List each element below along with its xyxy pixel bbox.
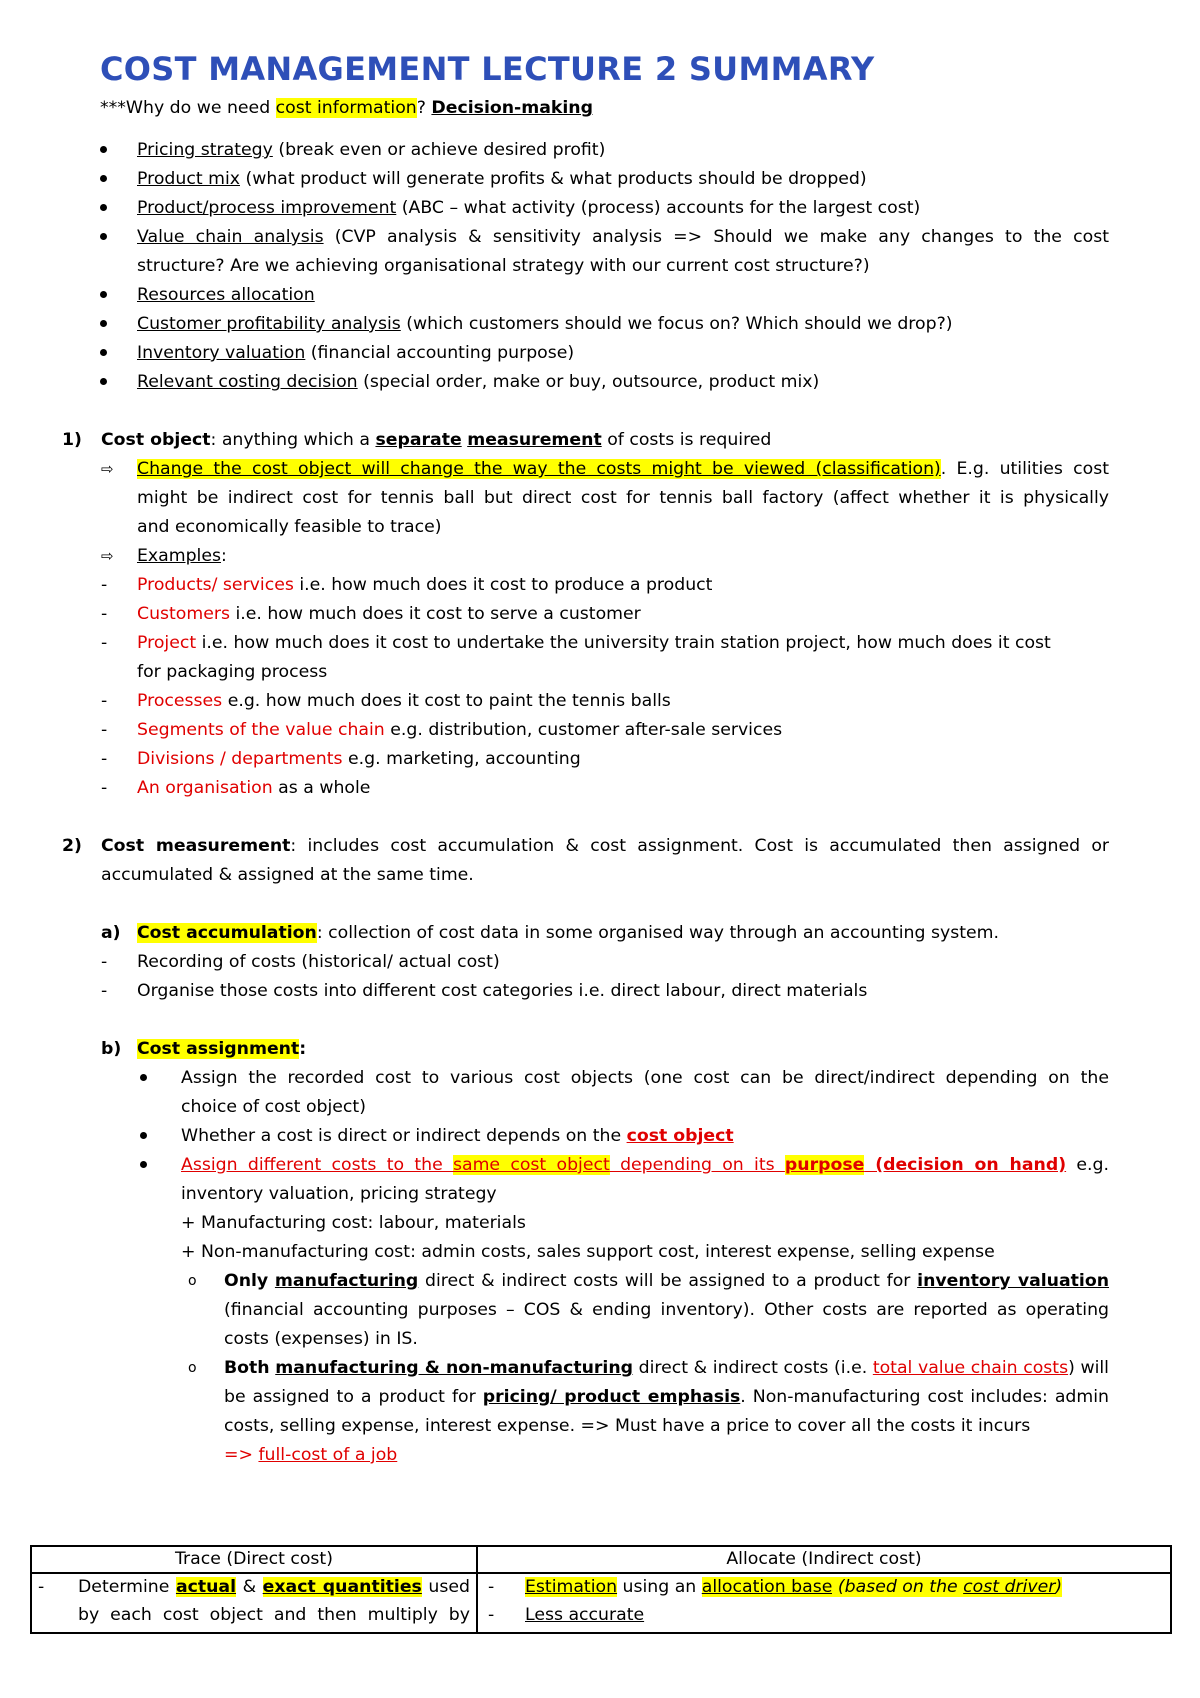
example-item — [137, 632, 1051, 654]
intro-question — [100, 97, 593, 119]
sub-item — [224, 1357, 1109, 1379]
bullet-icon — [100, 291, 107, 298]
note-line: and economically feasible to trace) — [137, 517, 442, 537]
sub-item-red-link: full-cost of a job — [258, 1445, 398, 1465]
example-text: e.g. marketing, accounting — [342, 749, 581, 769]
example-text: i.e. how much does it cost to undertake the university train station project, how much does it cost — [196, 633, 1051, 653]
cell-text: & — [236, 1577, 263, 1597]
def-text: : collection of cost data in some organised way through an accounting system. — [316, 923, 999, 943]
example-item — [137, 777, 370, 799]
cell-italic-underline: cost driver — [963, 1577, 1056, 1597]
item-highlight: same cost object — [453, 1155, 610, 1175]
table-row — [31, 1573, 1171, 1633]
list-item-term: Product/process improvement — [137, 198, 397, 218]
intro-highlight: cost information — [275, 98, 417, 118]
list-item — [137, 284, 315, 306]
example-term: Customers — [137, 604, 230, 624]
list-item: Recording of costs (historical/ actual cost) — [137, 952, 500, 972]
cell-text: using an — [617, 1577, 702, 1597]
cell-highlight: actual — [175, 1577, 237, 1597]
def-emphasis: measurement — [467, 430, 602, 450]
cell-italic-note — [832, 1577, 1062, 1597]
cell-italic-text: (based on the — [832, 1577, 964, 1597]
sub-item-text: be assigned to a product for — [224, 1387, 483, 1407]
item-emphasis: cost object — [626, 1126, 734, 1146]
bullet-icon — [100, 175, 107, 182]
list-item-term: Product mix — [137, 169, 240, 189]
list-item — [137, 168, 867, 190]
dash-icon: - — [488, 1605, 495, 1625]
example-text: i.e. how much does it cost to produce a product — [293, 575, 713, 595]
example-text: e.g. distribution, customer after-sale services — [384, 720, 783, 740]
dash-icon: - — [38, 1577, 45, 1597]
sub-item-text: direct & indirect costs (i.e. — [633, 1358, 873, 1378]
list-item — [181, 1154, 1109, 1176]
sub-item-continuation — [224, 1444, 397, 1466]
example-item — [137, 690, 671, 712]
list-item — [137, 226, 1109, 248]
bullet-icon — [100, 378, 107, 385]
bullet-icon — [100, 146, 107, 153]
table-header-trace: Trace (Direct cost) — [31, 1546, 477, 1573]
sub-item-emphasis: inventory valuation — [917, 1271, 1109, 1291]
bullet-icon — [140, 1132, 147, 1139]
list-item-desc: (financial accounting purpose) — [305, 343, 575, 363]
list-item-continuation: structure? Are we achieving organisational strategy with our current cost structure?) — [137, 256, 870, 276]
list-item-continuation: inventory valuation, pricing strategy — [181, 1184, 497, 1204]
sub-item-emphasis: pricing/ product emphasis — [482, 1387, 741, 1407]
example-item — [137, 574, 712, 596]
list-item — [137, 197, 920, 219]
subsection-label: b) — [101, 1039, 122, 1059]
table-cell-trace — [31, 1573, 477, 1633]
cell-highlight: exact quantities — [262, 1577, 422, 1597]
list-item — [137, 371, 819, 393]
sub-item-continuation — [224, 1386, 1109, 1408]
sub-item — [224, 1270, 1109, 1292]
example-item — [137, 719, 782, 741]
subsection-label: a) — [101, 923, 121, 943]
list-item-desc: (what product will generate profits & what products should be dropped) — [239, 169, 867, 189]
table-cell-allocate — [477, 1573, 1171, 1633]
note-line — [137, 458, 1109, 480]
table-header-allocate: Allocate (Indirect cost) — [477, 1546, 1171, 1573]
subsection-definition — [137, 1038, 306, 1060]
table-header-row — [31, 1546, 1171, 1573]
list-item-desc: (which customers should we focus on? Which should we drop?) — [400, 314, 953, 334]
sub-item-bold: Both — [224, 1358, 270, 1378]
list-item — [181, 1125, 734, 1147]
cell-highlight: allocation base — [701, 1577, 833, 1597]
sub-item-continuation: costs (expenses) in IS. — [224, 1329, 418, 1349]
dash-icon: - — [101, 720, 108, 740]
arrow-icon: ⇨ — [101, 460, 114, 478]
examples-colon: : — [220, 546, 227, 566]
def-text: : includes cost accumulation & cost assignment. Cost is accumulated then assigned or — [290, 836, 1109, 856]
list-item-term: Resources allocation — [137, 285, 315, 305]
trace-allocate-table — [30, 1545, 1172, 1634]
note-text: . E.g. utilities cost — [940, 459, 1109, 479]
subsection-term: Cost assignment — [137, 1039, 300, 1059]
dash-icon: - — [101, 749, 108, 769]
example-text: as a whole — [272, 778, 371, 798]
list-item-term: Customer profitability analysis — [137, 314, 401, 334]
dash-icon: - — [101, 981, 108, 1001]
cell-line — [525, 1576, 1062, 1598]
list-item-term: Relevant costing decision — [137, 372, 358, 392]
sub-item-emphasis: manufacturing — [274, 1271, 419, 1291]
cell-line — [525, 1604, 644, 1626]
list-item-continuation: + Non-manufacturing cost: admin costs, sales support cost, interest expense, selling expense — [181, 1242, 995, 1262]
list-item — [137, 313, 953, 335]
list-item-desc: (CVP analysis & sensitivity analysis => Should we make any changes to the cost — [323, 227, 1109, 247]
item-highlight: purpose — [784, 1155, 865, 1175]
dash-icon: - — [101, 633, 108, 653]
subsection-definition — [137, 922, 999, 944]
example-text: i.e. how much does it cost to serve a customer — [229, 604, 641, 624]
dash-icon: - — [101, 575, 108, 595]
dash-icon: - — [101, 691, 108, 711]
list-item-desc: (ABC – what activity (process) accounts for the largest cost) — [396, 198, 921, 218]
list-item-term: Value chain analysis — [137, 227, 324, 247]
section-definition — [101, 429, 771, 451]
circle-bullet-icon: o — [188, 1273, 197, 1289]
dash-icon: - — [101, 952, 108, 972]
cell-text: Less accurate — [525, 1605, 645, 1625]
sub-item-text: . Non-manufacturing cost includes: admin — [740, 1387, 1109, 1407]
intro-prefix: ***Why do we need — [100, 98, 276, 118]
list-item — [137, 139, 605, 161]
list-item-continuation: choice of cost object) — [181, 1097, 366, 1117]
bullet-icon — [140, 1074, 147, 1081]
arrow-icon: ⇨ — [101, 547, 114, 565]
bullet-icon — [100, 233, 107, 240]
list-item: Assign the recorded cost to various cost objects (one cost can be direct/indirect depending on the — [181, 1068, 1109, 1088]
intro-answer: Decision-making — [431, 98, 593, 118]
cell-text: used — [421, 1577, 470, 1597]
def-emphasis: separate — [375, 430, 462, 450]
list-item-desc: (break even or achieve desired profit) — [272, 140, 606, 160]
cell-highlight: Estimation — [525, 1577, 618, 1597]
cell-text: Determine — [78, 1577, 176, 1597]
list-item-term: Inventory valuation — [137, 343, 306, 363]
bullet-icon — [100, 204, 107, 211]
cell-line — [78, 1576, 470, 1598]
item-red-bold: (decision on hand) — [864, 1155, 1067, 1175]
sub-item-text: ) will — [1068, 1358, 1109, 1378]
sub-item-bold: Only — [224, 1271, 269, 1291]
bullet-icon — [140, 1161, 147, 1168]
examples-label-text: Examples — [137, 546, 221, 566]
list-item — [137, 342, 574, 364]
note-highlight: Change the cost object will change the way the costs might be viewed (classification) — [137, 459, 941, 479]
sub-item-emphasis: manufacturing & non-manufacturing — [275, 1358, 634, 1378]
section-definition-continuation: accumulated & assigned at the same time. — [101, 865, 474, 885]
example-term: Processes — [137, 691, 223, 711]
section-term: Cost object — [101, 430, 211, 450]
def-text: : anything which a — [210, 430, 376, 450]
def-text: of costs is required — [601, 430, 772, 450]
section-definition — [101, 835, 1109, 857]
example-item — [137, 748, 581, 770]
section-number: 1) — [62, 430, 82, 450]
note-line: might be indirect cost for tennis ball but direct cost for tennis ball factory (affect whether it is physically — [137, 488, 1109, 508]
dash-icon: - — [488, 1577, 495, 1597]
example-term: An organisation — [137, 778, 273, 798]
bullet-icon — [100, 320, 107, 327]
example-text: e.g. how much does it cost to paint the tennis balls — [222, 691, 671, 711]
sub-item-text: direct & indirect costs will be assigned to a product for — [418, 1271, 918, 1291]
subsection-term: Cost accumulation — [137, 923, 317, 943]
cell-italic-text: ) — [1055, 1577, 1063, 1597]
list-item: Organise those costs into different cost categories i.e. direct labour, direct materials — [137, 981, 868, 1001]
item-text: Whether a cost is direct or indirect depends on the — [181, 1126, 627, 1146]
cell-line: by each cost object and then multiply by — [78, 1605, 470, 1625]
example-term: Divisions / departments — [137, 749, 343, 769]
sub-item-red: total value chain costs — [872, 1358, 1069, 1378]
sub-item-continuation: costs, selling expense, interest expense. => Must have a price to cover all the costs it incurs — [224, 1416, 1031, 1436]
section-number: 2) — [62, 836, 82, 856]
circle-bullet-icon: o — [188, 1360, 197, 1376]
dash-icon: - — [101, 604, 108, 624]
document-title: COST MANAGEMENT LECTURE 2 SUMMARY — [100, 50, 875, 88]
intro-mid: ? — [416, 98, 432, 118]
example-continuation: for packaging process — [137, 662, 328, 682]
example-term: Products/ services — [137, 575, 294, 595]
list-item-continuation: + Manufacturing cost: labour, materials — [181, 1213, 526, 1233]
examples-label — [137, 545, 227, 567]
example-item — [137, 603, 641, 625]
section-term: Cost measurement — [101, 836, 291, 856]
list-item-desc: (special order, make or buy, outsource, product mix) — [357, 372, 820, 392]
sub-item-red: => — [224, 1445, 259, 1465]
item-red-text: Assign different costs to the — [181, 1155, 453, 1175]
subsection-colon: : — [299, 1039, 307, 1059]
example-term: Project — [137, 633, 197, 653]
list-item-term: Pricing strategy — [137, 140, 273, 160]
example-term: Segments of the value chain — [137, 720, 385, 740]
bullet-icon — [100, 349, 107, 356]
item-red-text: depending on its — [609, 1155, 785, 1175]
dash-icon: - — [101, 778, 108, 798]
item-text: e.g. — [1066, 1155, 1109, 1175]
sub-item-continuation: (financial accounting purposes – COS & ending inventory). Other costs are reported as operating — [224, 1300, 1109, 1320]
